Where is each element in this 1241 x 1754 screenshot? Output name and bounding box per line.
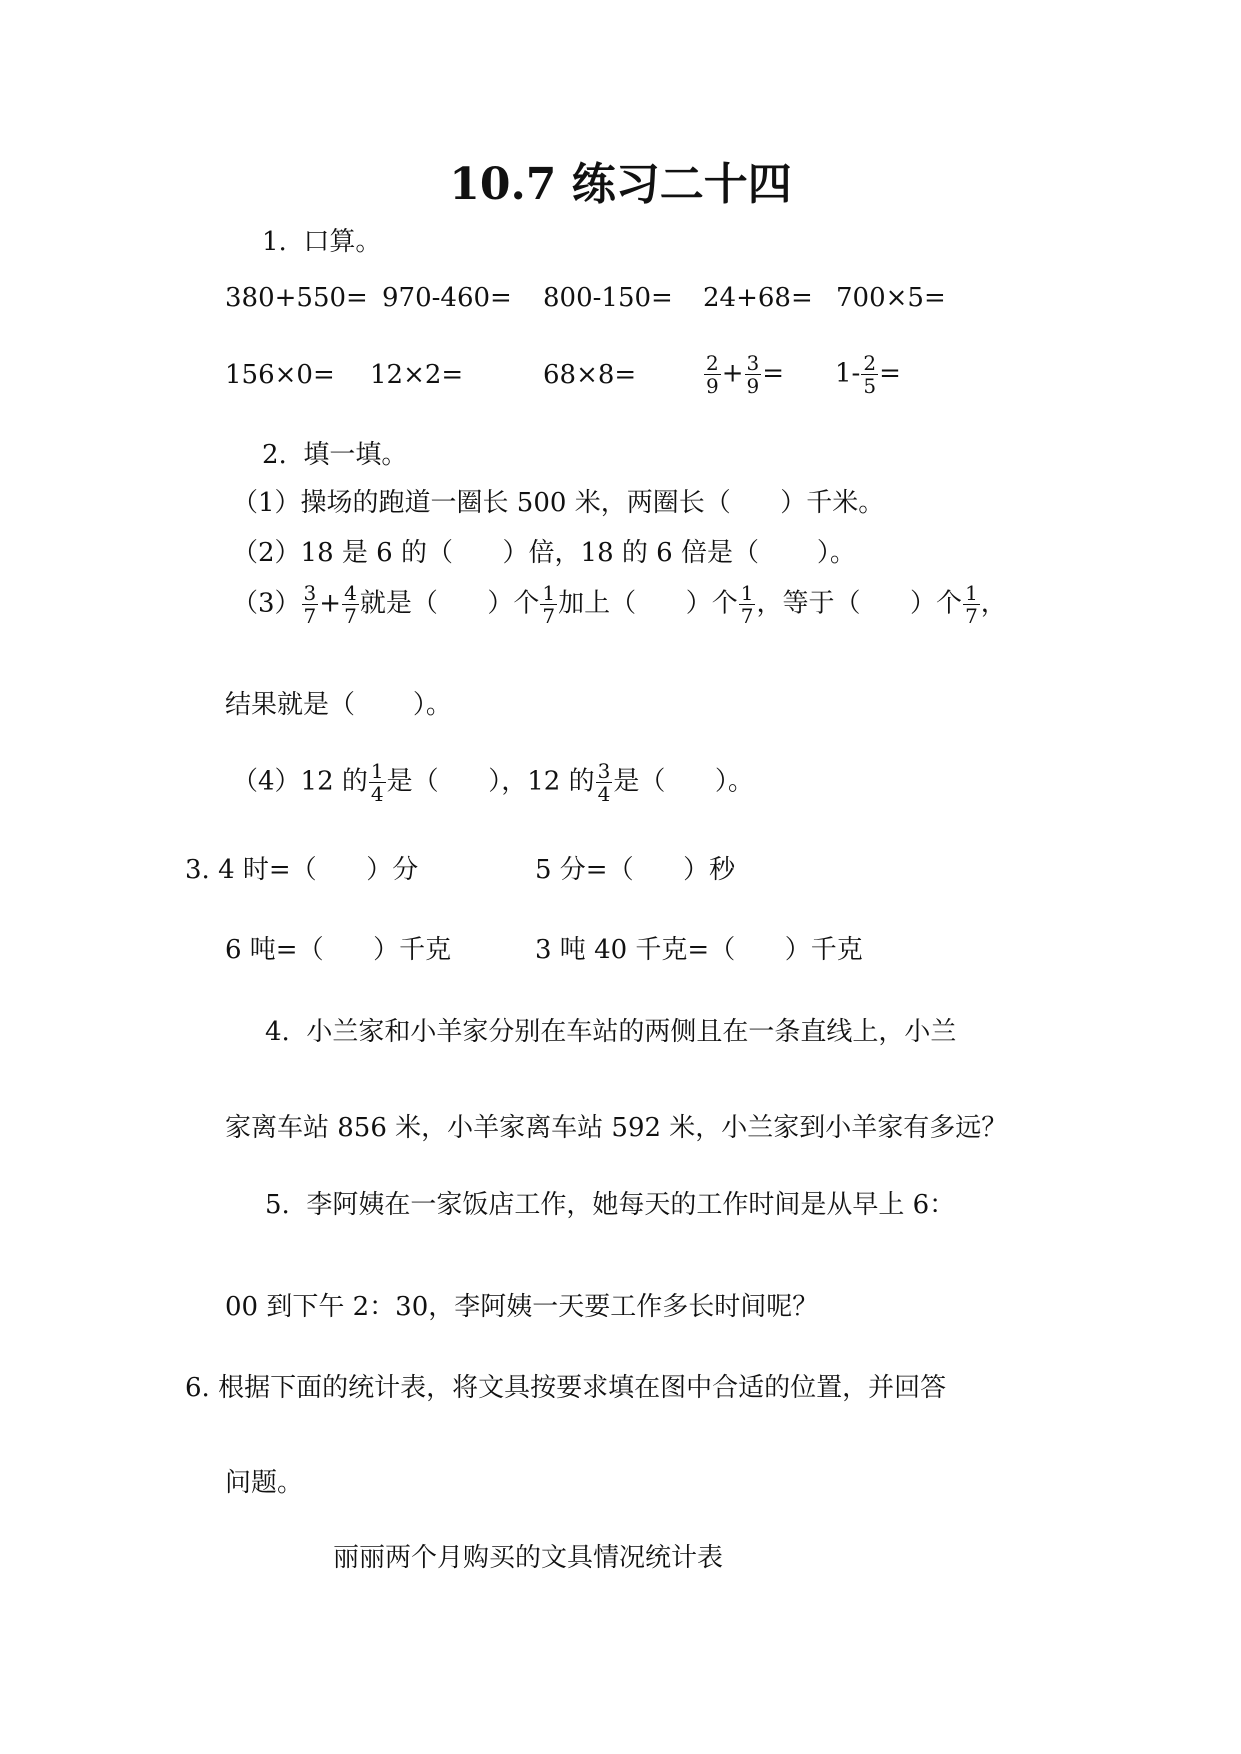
text-span: = bbox=[879, 358, 901, 389]
calc-item: 700×5= bbox=[836, 283, 946, 313]
text-span: 9 bbox=[706, 374, 719, 398]
calc-item: 12×2= bbox=[370, 360, 464, 390]
q3-a: 3. 4 时=（ ）分 bbox=[185, 855, 419, 885]
q2-heading: 2. 填一填。 bbox=[262, 440, 408, 470]
calc-item: 156×0= bbox=[225, 360, 335, 390]
q2-part3-cont: 结果就是（ ）。 bbox=[225, 690, 452, 720]
text-span: 7 bbox=[344, 604, 357, 628]
q2-part4 bbox=[232, 760, 754, 805]
text-span: 7 bbox=[965, 604, 978, 628]
page-title: 10.7 练习二十四 bbox=[449, 159, 792, 210]
text-span: + bbox=[319, 588, 342, 619]
q5-line1: 5. 李阿姨在一家饭店工作，她每天的工作时间是从早上 6： bbox=[265, 1190, 956, 1220]
fraction bbox=[963, 582, 980, 627]
text-span: 1- bbox=[835, 358, 861, 389]
text-span: 是（ ），12 的 bbox=[386, 766, 595, 797]
calc-fraction-diff bbox=[835, 352, 901, 397]
text-span: = bbox=[762, 358, 785, 389]
text-span: 3 bbox=[303, 581, 317, 605]
text-span: 2 bbox=[863, 351, 877, 375]
q5-line2: 00 到下午 2：30，李阿姨一天要工作多长时间呢？ bbox=[225, 1292, 819, 1322]
text-span: + bbox=[721, 358, 744, 389]
text-span: 2 bbox=[706, 351, 719, 375]
fraction bbox=[342, 582, 359, 627]
text-span: 7 bbox=[542, 604, 556, 628]
text-span: 3 bbox=[597, 759, 611, 783]
q4-line1: 4. 小兰家和小羊家分别在车站的两侧且在一条直线上，小兰 bbox=[265, 1017, 957, 1047]
text-span: 4 bbox=[370, 782, 384, 806]
q3-d: 3 吨 40 千克=（ ）千克 bbox=[535, 935, 863, 965]
text-span: （3） bbox=[232, 588, 301, 619]
calc-item: 24+68= bbox=[703, 283, 813, 313]
text-span: 4 bbox=[344, 581, 357, 605]
text-span: （4）12 的 bbox=[232, 766, 368, 797]
text-span: ，等于（ ）个 bbox=[756, 588, 963, 619]
table-title: 丽丽两个月购买的文具情况统计表 bbox=[333, 1543, 724, 1573]
q3-b: 5 分=（ ）秒 bbox=[535, 855, 736, 885]
text-span: 就是（ ）个 bbox=[359, 588, 540, 619]
calc-fraction-sum bbox=[703, 352, 784, 397]
fraction bbox=[540, 582, 557, 627]
text-span: 5 bbox=[863, 374, 877, 398]
calc-item: 380+550= bbox=[225, 283, 368, 313]
text-span: 1 bbox=[965, 581, 978, 605]
q2-part1: （1）操场的跑道一圈长 500 米，两圈长（ ）千米。 bbox=[232, 488, 885, 518]
q3-c: 6 吨=（ ）千克 bbox=[225, 935, 452, 965]
q1-heading: 1. 口算。 bbox=[262, 227, 382, 257]
text-span: 1 bbox=[542, 581, 556, 605]
fraction bbox=[596, 760, 613, 805]
fraction bbox=[369, 760, 386, 805]
calc-item: 68×8= bbox=[543, 360, 637, 390]
text-span: 加上（ ）个 bbox=[558, 588, 738, 619]
q2-part3 bbox=[232, 582, 1007, 627]
text-span: 4 bbox=[597, 782, 611, 806]
fraction bbox=[861, 352, 878, 397]
text-span: 1 bbox=[370, 759, 384, 783]
fraction bbox=[739, 582, 756, 627]
text-span: ， bbox=[980, 588, 1007, 619]
text-span: 1 bbox=[740, 581, 754, 605]
text-span: 7 bbox=[740, 604, 754, 628]
q6-line2: 问题。 bbox=[225, 1468, 304, 1498]
fraction bbox=[745, 352, 762, 397]
calc-item: 970-460= bbox=[382, 283, 512, 313]
q6-line1: 6. 根据下面的统计表，将文具按要求填在图中合适的位置，并回答 bbox=[185, 1373, 947, 1403]
text-span: 7 bbox=[303, 604, 317, 628]
text-span: 3 bbox=[746, 351, 760, 375]
q2-part2: （2）18 是 6 的（ ）倍，18 的 6 倍是（ ）。 bbox=[232, 538, 856, 568]
text-span: 是（ ）。 bbox=[613, 766, 754, 797]
q4-line2: 家离车站 856 米，小羊家离车站 592 米，小兰家到小羊家有多远？ bbox=[225, 1113, 1008, 1143]
text-span: 9 bbox=[746, 374, 760, 398]
calc-item: 800-150= bbox=[543, 283, 673, 313]
fraction bbox=[704, 352, 721, 397]
fraction bbox=[302, 582, 319, 627]
